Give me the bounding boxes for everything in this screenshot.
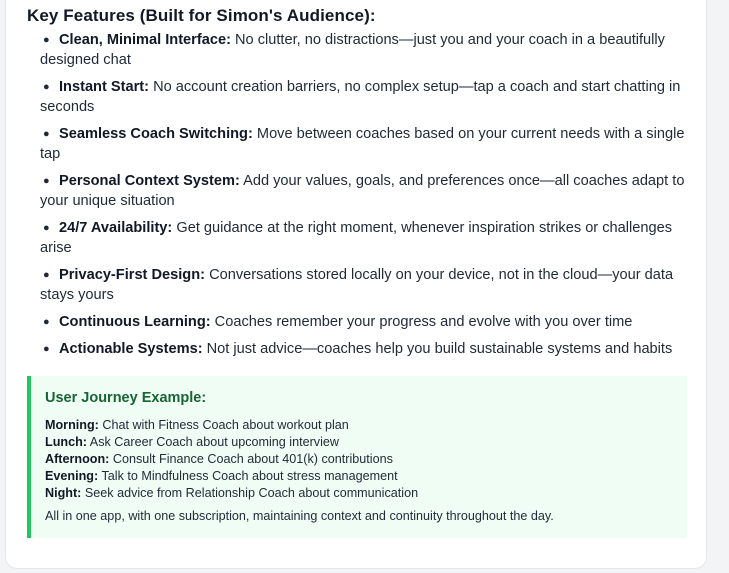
journey-time-label: Night: — [45, 486, 82, 500]
feature-term: Continuous Learning: — [59, 314, 211, 330]
journey-time-label: Lunch: — [45, 435, 87, 449]
feature-item — [40, 312, 690, 332]
feature-item — [40, 339, 690, 359]
bullet-icon: ● — [43, 34, 50, 46]
feature-description: Coaches remember your progress and evolve with you over time — [214, 314, 633, 330]
journey-activity: Chat with Fitness Coach about workout plan — [102, 418, 349, 432]
user-journey-title: User Journey Example: — [45, 390, 207, 406]
feature-description: Not just advice—coaches help you build sustainable systems and habits — [206, 341, 673, 357]
feature-item — [40, 124, 690, 164]
bullet-icon: ● — [43, 316, 50, 328]
feature-description: No clutter, no distractions—just you and your coach in a beautifully designed chat — [40, 32, 665, 68]
bullet-icon: ● — [43, 269, 50, 281]
feature-term: 24/7 Availability: — [59, 220, 173, 236]
feature-description: Add your values, goals, and preferences once—all coaches adapt to your unique situation — [40, 173, 685, 209]
feature-item — [40, 171, 690, 211]
features-list — [40, 30, 690, 366]
feature-term: Personal Context System: — [59, 173, 240, 189]
feature-description: No account creation barriers, no complex setup—tap a coach and start chatting in seconds — [40, 79, 681, 115]
feature-description: Conversations stored locally on your device, not in the cloud—your data stays yours — [40, 267, 674, 303]
bullet-icon: ● — [43, 343, 50, 355]
bullet-icon: ● — [43, 175, 50, 187]
feature-term: Clean, Minimal Interface: — [59, 32, 231, 48]
bullet-icon: ● — [43, 222, 50, 234]
journey-time-label: Morning: — [45, 418, 99, 432]
key-features-heading: Key Features (Built for Simon's Audience): — [27, 6, 376, 25]
feature-term: Instant Start: — [59, 79, 149, 95]
feature-item — [40, 30, 690, 70]
journey-row-evening — [45, 468, 687, 485]
journey-summary: All in one app, with one subscription, maintaining context and continuity throughout the day. — [45, 509, 554, 523]
bullet-icon: ● — [43, 128, 50, 140]
journey-time-label: Afternoon: — [45, 452, 110, 466]
feature-description: Move between coaches based on your current needs with a single tap — [40, 126, 685, 162]
feature-item — [40, 77, 690, 117]
journey-row-morning — [45, 417, 687, 434]
bullet-icon: ● — [43, 81, 50, 93]
journey-activity: Consult Finance Coach about 401(k) contributions — [112, 452, 393, 466]
journey-activity: Ask Career Coach about upcoming interview — [89, 435, 339, 449]
content-card — [5, 0, 707, 569]
feature-term: Actionable Systems: — [59, 341, 203, 357]
user-journey-callout — [27, 376, 687, 538]
feature-item — [40, 265, 690, 305]
feature-item — [40, 218, 690, 258]
journey-activity: Talk to Mindfulness Coach about stress management — [101, 469, 398, 483]
journey-row-afternoon — [45, 451, 687, 468]
journey-time-label: Evening: — [45, 469, 99, 483]
feature-term: Seamless Coach Switching: — [59, 126, 253, 142]
journey-activity: Seek advice from Relationship Coach about communication — [84, 486, 419, 500]
feature-description: Get guidance at the right moment, whenever inspiration strikes or challenges arise — [40, 220, 672, 256]
journey-row-lunch — [45, 434, 687, 451]
feature-term: Privacy-First Design: — [59, 267, 205, 283]
journey-row-night — [45, 485, 687, 502]
